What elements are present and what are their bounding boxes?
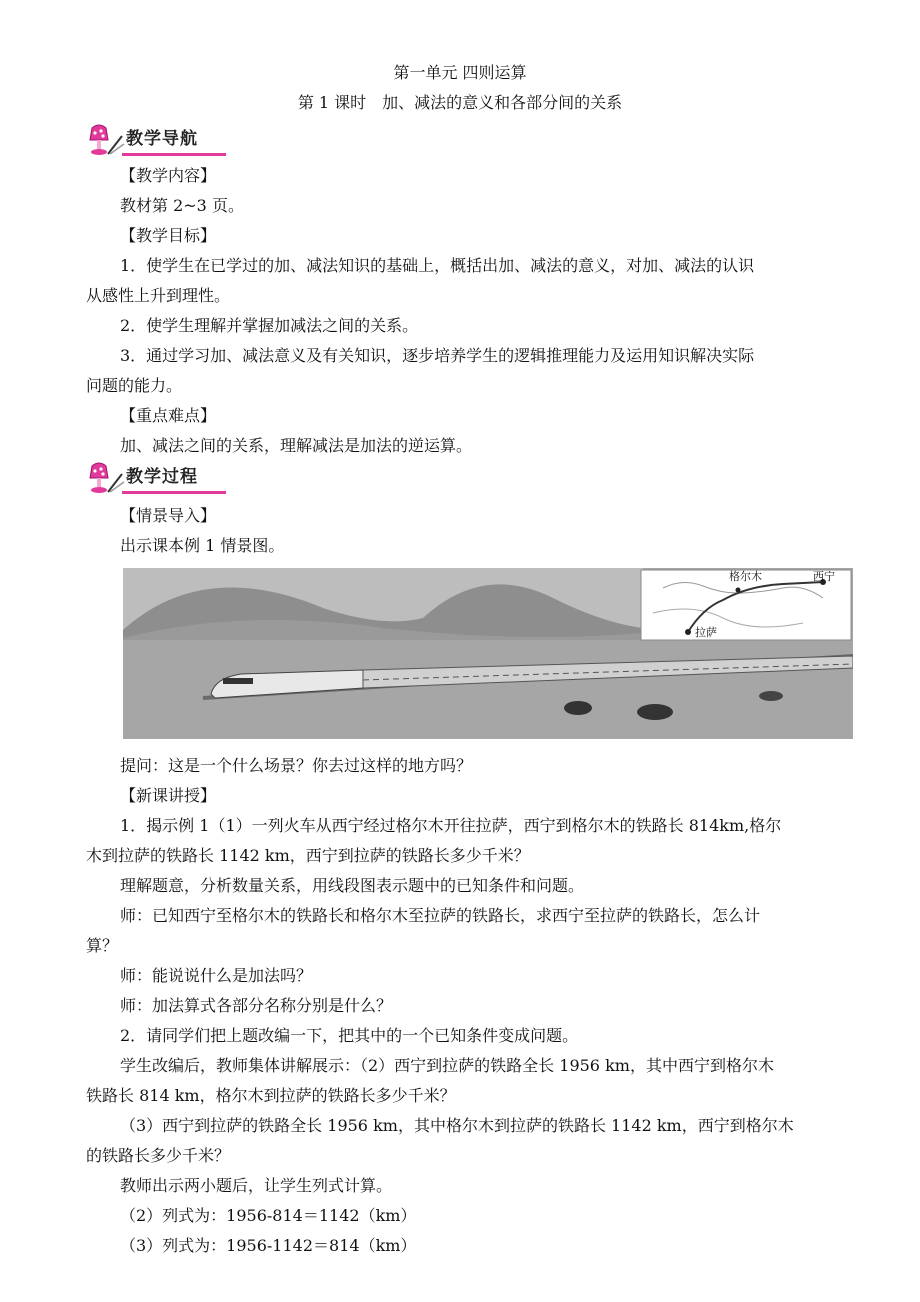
intro-text: 出示课本例 1 情景图。 <box>120 536 285 555</box>
question-3-line-1: （3）西宁到拉萨的铁路全长 1956 km，其中格尔木到拉萨的铁路长 1142 km，西宁到格尔木 <box>120 1116 794 1135</box>
goal-3-line-2: 问题的能力。 <box>86 376 183 395</box>
map-label-golmud: 格尔木 <box>729 571 762 583</box>
teacher-2: 师：能说说什么是加法吗？ <box>120 966 313 985</box>
content-text: 教材第 2~3 页。 <box>120 196 244 215</box>
goals-heading: 【教学目标】 <box>120 226 217 245</box>
map-label-xining: 西宁 <box>813 571 835 583</box>
understand-text: 理解题意，分析数量关系，用线段图表示题中的已知条件和问题。 <box>120 876 585 895</box>
content-heading: 【教学内容】 <box>120 166 217 185</box>
banner-underline <box>122 153 226 156</box>
goal-1-line-1: 1．使学生在已学过的加、减法知识的基础上，概括出加、减法的意义，对加、减法的认识 <box>120 256 755 275</box>
key-heading: 【重点难点】 <box>120 406 217 425</box>
example-2: 2．请同学们把上题改编一下，把其中的一个已知条件变成问题。 <box>120 1026 579 1045</box>
banner-label-process: 教学过程 <box>126 467 198 487</box>
banner-underline <box>122 491 226 494</box>
question: 提问：这是一个什么场景？你去过这样的地方吗？ <box>120 756 473 775</box>
goal-3-line-1: 3．通过学习加、减法意义及有关知识，逐步培养学生的逻辑推理能力及运用知识解决实际 <box>120 346 755 365</box>
unit-title: 第一单元 四则运算 <box>393 63 527 82</box>
intro-heading: 【情景导入】 <box>120 506 217 525</box>
goal-1-line-2: 从感性上升到理性。 <box>86 286 231 305</box>
teacher-1-line-2: 算？ <box>86 936 119 955</box>
rewrite-line-2: 铁路长 814 km，格尔木到拉萨的铁路长多少千米？ <box>86 1086 456 1105</box>
teacher-3: 师：加法算式各部分名称分别是什么？ <box>120 996 393 1015</box>
example-1-line-1: 1．揭示例 1（1）一列火车从西宁经过格尔木开往拉萨，西宁到格尔木的铁路长 814km,格尔 <box>120 816 782 835</box>
teacher-1-line-1: 师：已知西宁至格尔木的铁路长和格尔木至拉萨的铁路长，求西宁至拉萨的铁路长，怎么计 <box>120 906 761 925</box>
lamp-icon <box>86 462 126 496</box>
after-text: 教师出示两小题后，让学生列式计算。 <box>120 1176 393 1195</box>
lamp-icon <box>86 124 126 158</box>
equation-2: （2）列式为：1956-814＝1142（km） <box>120 1206 417 1225</box>
section-banner-guide <box>86 124 228 158</box>
new-heading: 【新课讲授】 <box>120 786 217 805</box>
lesson-title: 第 1 课时 加、减法的意义和各部分间的关系 <box>297 93 623 112</box>
equation-3: （3）列式为：1956-1142＝814（km） <box>120 1236 417 1255</box>
map-label-lhasa: 拉萨 <box>695 627 717 639</box>
goal-2: 2．使学生理解并掌握加减法之间的关系。 <box>120 316 419 335</box>
section-banner-process <box>86 462 228 496</box>
rewrite-line-1: 学生改编后，教师集体讲解展示：（2）西宁到拉萨的铁路全长 1956 km，其中西宁到格尔木 <box>120 1056 774 1075</box>
example-1-line-2: 木到拉萨的铁路长 1142 km，西宁到拉萨的铁路长多少千米？ <box>86 846 530 865</box>
question-3-line-2: 的铁路长多少千米？ <box>86 1146 231 1165</box>
key-text: 加、减法之间的关系，理解减法是加法的逆运算。 <box>120 436 473 455</box>
banner-label-guide: 教学导航 <box>126 129 198 149</box>
scene-illustration <box>123 568 853 739</box>
